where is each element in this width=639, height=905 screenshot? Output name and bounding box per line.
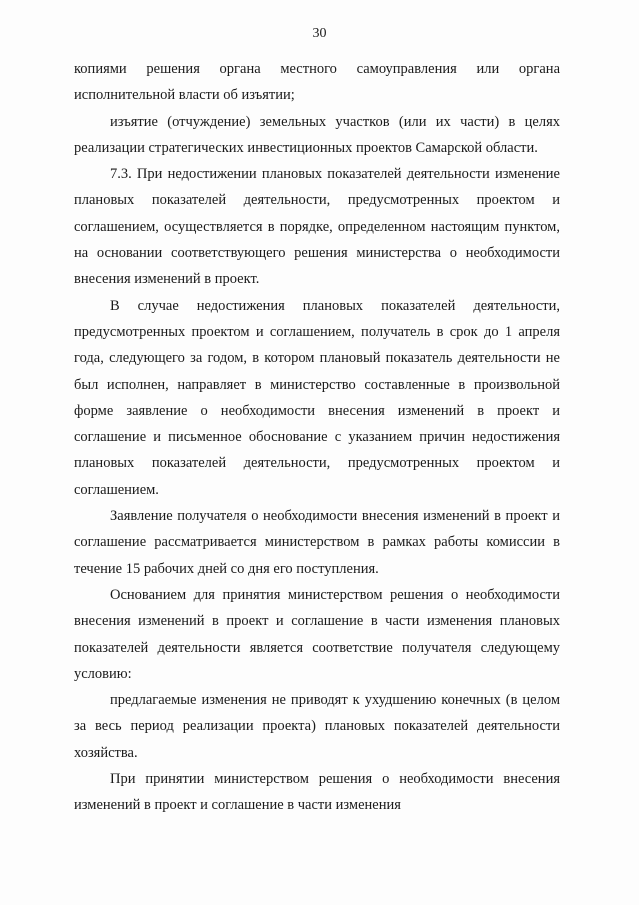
paragraph-2: изъятие (отчуждение) земельных участков (или их части) в целях реализации стратегических инвестиционных проектов Самарской области.: [74, 113, 560, 156]
paragraph-3: 7.3. При недостижении плановых показателей деятельности изменение плановых показателей деятельности, предусмотренных проектом и соглашением, осуществляется в порядке, определенном настоящим пунктом, на основании соответствующего решения министерства о необходимости внесения изменений в проект.: [74, 166, 560, 288]
paragraph-4: В случае недостижения плановых показателей деятельности, предусмотренных проектом и соглашением, получатель в срок до 1 апреля года, следующего за годом, в котором плановый показатель деятельности не был исполнен, направляет в министерство составленные в произвольной форме заявление о необходимости внесения изменений в проект и соглашение и письменное обоснование с указанием причин недостижения плановых показателей деятельности, предусмотренных проектом и соглашением.: [74, 297, 560, 498]
paragraph-5: Заявление получателя о необходимости внесения изменений в проект и соглашение рассматривается министерством в рамках работы комиссии в течение 15 рабочих дней со дня его поступления.: [74, 508, 560, 577]
paragraph-8: При принятии министерством решения о необходимости внесения изменений в проект и соглашение в части изменения: [74, 771, 560, 814]
page-number: 30: [312, 26, 327, 41]
document-body: [74, 56, 560, 819]
paragraph-7: предлагаемые изменения не приводят к ухудшению конечных (в целом за весь период реализации проекта) плановых показателей деятельности хозяйства.: [74, 692, 560, 761]
paragraph-1: копиями решения органа местного самоуправления или органа исполнительной власти об изъятии;: [74, 61, 560, 104]
paragraph-6: Основанием для принятия министерством решения о необходимости внесения изменений в проект и соглашение в части изменения плановых показателей деятельности является соответствие получателя следующему условию:: [74, 586, 560, 682]
